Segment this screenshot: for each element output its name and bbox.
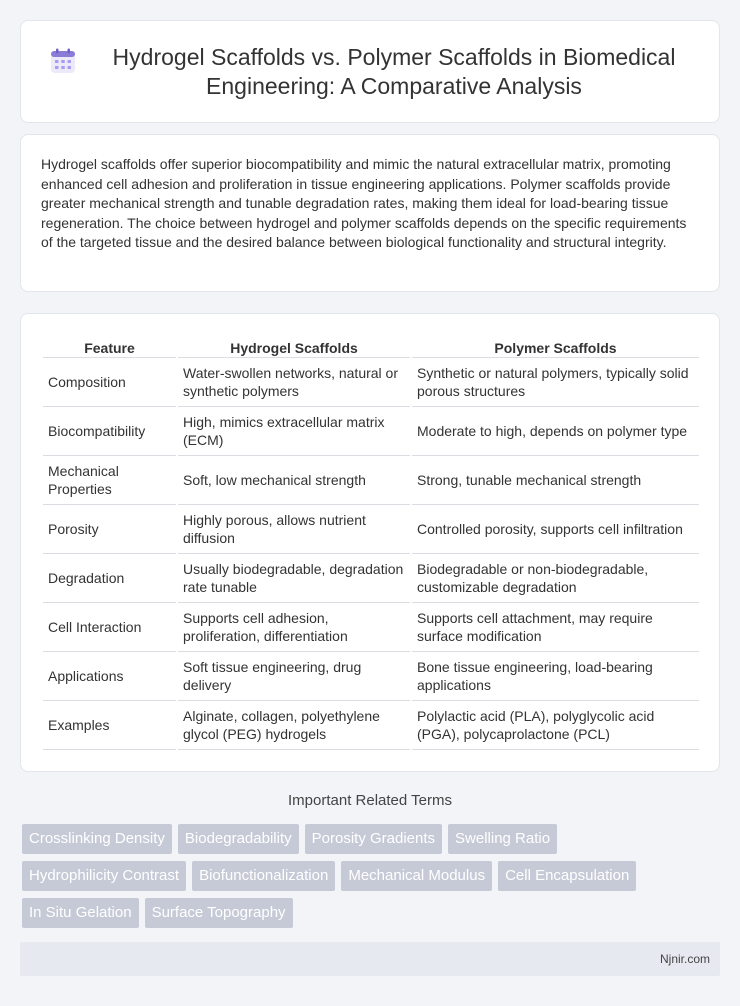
footer-site-link[interactable]: Njnir.com xyxy=(659,952,710,966)
calendar-icon xyxy=(50,48,76,74)
column-header-feature: Feature xyxy=(43,334,176,358)
header-card xyxy=(20,20,720,123)
related-term-tag[interactable]: Cell Encapsulation xyxy=(498,861,636,891)
hydrogel-cell: Alginate, collagen, polyethylene glycol (PEG) hydrogels xyxy=(178,701,410,750)
polymer-cell: Supports cell attachment, may require surface modification xyxy=(412,603,699,652)
table-header-row xyxy=(43,334,699,358)
page-title: Hydrogel Scaffolds vs. Polymer Scaffolds in Biomedical Engineering: A Comparative Analysis xyxy=(112,43,676,99)
related-term-tag[interactable]: Porosity Gradients xyxy=(305,824,442,854)
column-header-polymer: Polymer Scaffolds xyxy=(412,334,699,358)
column-header-hydrogel: Hydrogel Scaffolds xyxy=(178,334,410,358)
comparison-table-card xyxy=(20,313,720,772)
feature-cell: Biocompatibility xyxy=(43,407,176,456)
hydrogel-cell: Supports cell adhesion, proliferation, differentiation xyxy=(178,603,410,652)
polymer-cell: Bone tissue engineering, load-bearing applications xyxy=(412,652,699,701)
polymer-cell: Polylactic acid (PLA), polyglycolic acid (PGA), polycaprolactone (PCL) xyxy=(412,701,699,750)
hydrogel-cell: High, mimics extracellular matrix (ECM) xyxy=(178,407,410,456)
hydrogel-cell: Soft, low mechanical strength xyxy=(178,456,410,505)
related-term-tag[interactable]: Biofunctionalization xyxy=(192,861,335,891)
related-terms-title: Important Related Terms xyxy=(288,792,452,809)
related-term-tag[interactable]: Mechanical Modulus xyxy=(341,861,492,891)
related-terms-list xyxy=(22,824,722,935)
feature-cell: Applications xyxy=(43,652,176,701)
table-row xyxy=(43,652,699,701)
table-row xyxy=(43,701,699,750)
related-term-tag[interactable]: Biodegradability xyxy=(178,824,299,854)
polymer-cell: Moderate to high, depends on polymer type xyxy=(412,407,699,456)
feature-cell: Examples xyxy=(43,701,176,750)
hydrogel-cell: Highly porous, allows nutrient diffusion xyxy=(178,505,410,554)
feature-cell: Porosity xyxy=(43,505,176,554)
related-term-tag[interactable]: Swelling Ratio xyxy=(448,824,557,854)
related-term-tag[interactable]: Hydrophilicity Contrast xyxy=(22,861,186,891)
polymer-cell: Strong, tunable mechanical strength xyxy=(412,456,699,505)
table-row xyxy=(43,456,699,505)
comparison-table xyxy=(41,334,701,750)
table-row xyxy=(43,554,699,603)
related-term-tag[interactable]: In Situ Gelation xyxy=(22,898,139,928)
table-row xyxy=(43,407,699,456)
feature-cell: Degradation xyxy=(43,554,176,603)
polymer-cell: Biodegradable or non-biodegradable, customizable degradation xyxy=(412,554,699,603)
polymer-cell: Synthetic or natural polymers, typically solid porous structures xyxy=(412,358,699,407)
feature-cell: Composition xyxy=(43,358,176,407)
footer xyxy=(20,942,720,976)
feature-cell: Mechanical Properties xyxy=(43,456,176,505)
table-row xyxy=(43,603,699,652)
related-term-tag[interactable]: Surface Topography xyxy=(145,898,293,928)
related-term-tag[interactable]: Crosslinking Density xyxy=(22,824,172,854)
header xyxy=(50,43,690,101)
feature-cell: Cell Interaction xyxy=(43,603,176,652)
intro-paragraph: Hydrogel scaffolds offer superior biocompatibility and mimic the natural extracellular matrix, promoting enhanced cell adhesion and proliferation in tissue engineering applications. Polymer scaffolds provide greater mechanical strength and tunable degradation rates, making them ideal for load-bearing tissue regeneration. The choice between hydrogel and polymer scaffolds depends on the specific requirements of the targeted tissue and the desired balance between biological functionality and structural integrity. xyxy=(41,156,687,250)
hydrogel-cell: Usually biodegradable, degradation rate tunable xyxy=(178,554,410,603)
table-row xyxy=(43,358,699,407)
polymer-cell: Controlled porosity, supports cell infiltration xyxy=(412,505,699,554)
intro-card xyxy=(20,134,720,292)
hydrogel-cell: Water-swollen networks, natural or synthetic polymers xyxy=(178,358,410,407)
hydrogel-cell: Soft tissue engineering, drug delivery xyxy=(178,652,410,701)
table-row xyxy=(43,505,699,554)
